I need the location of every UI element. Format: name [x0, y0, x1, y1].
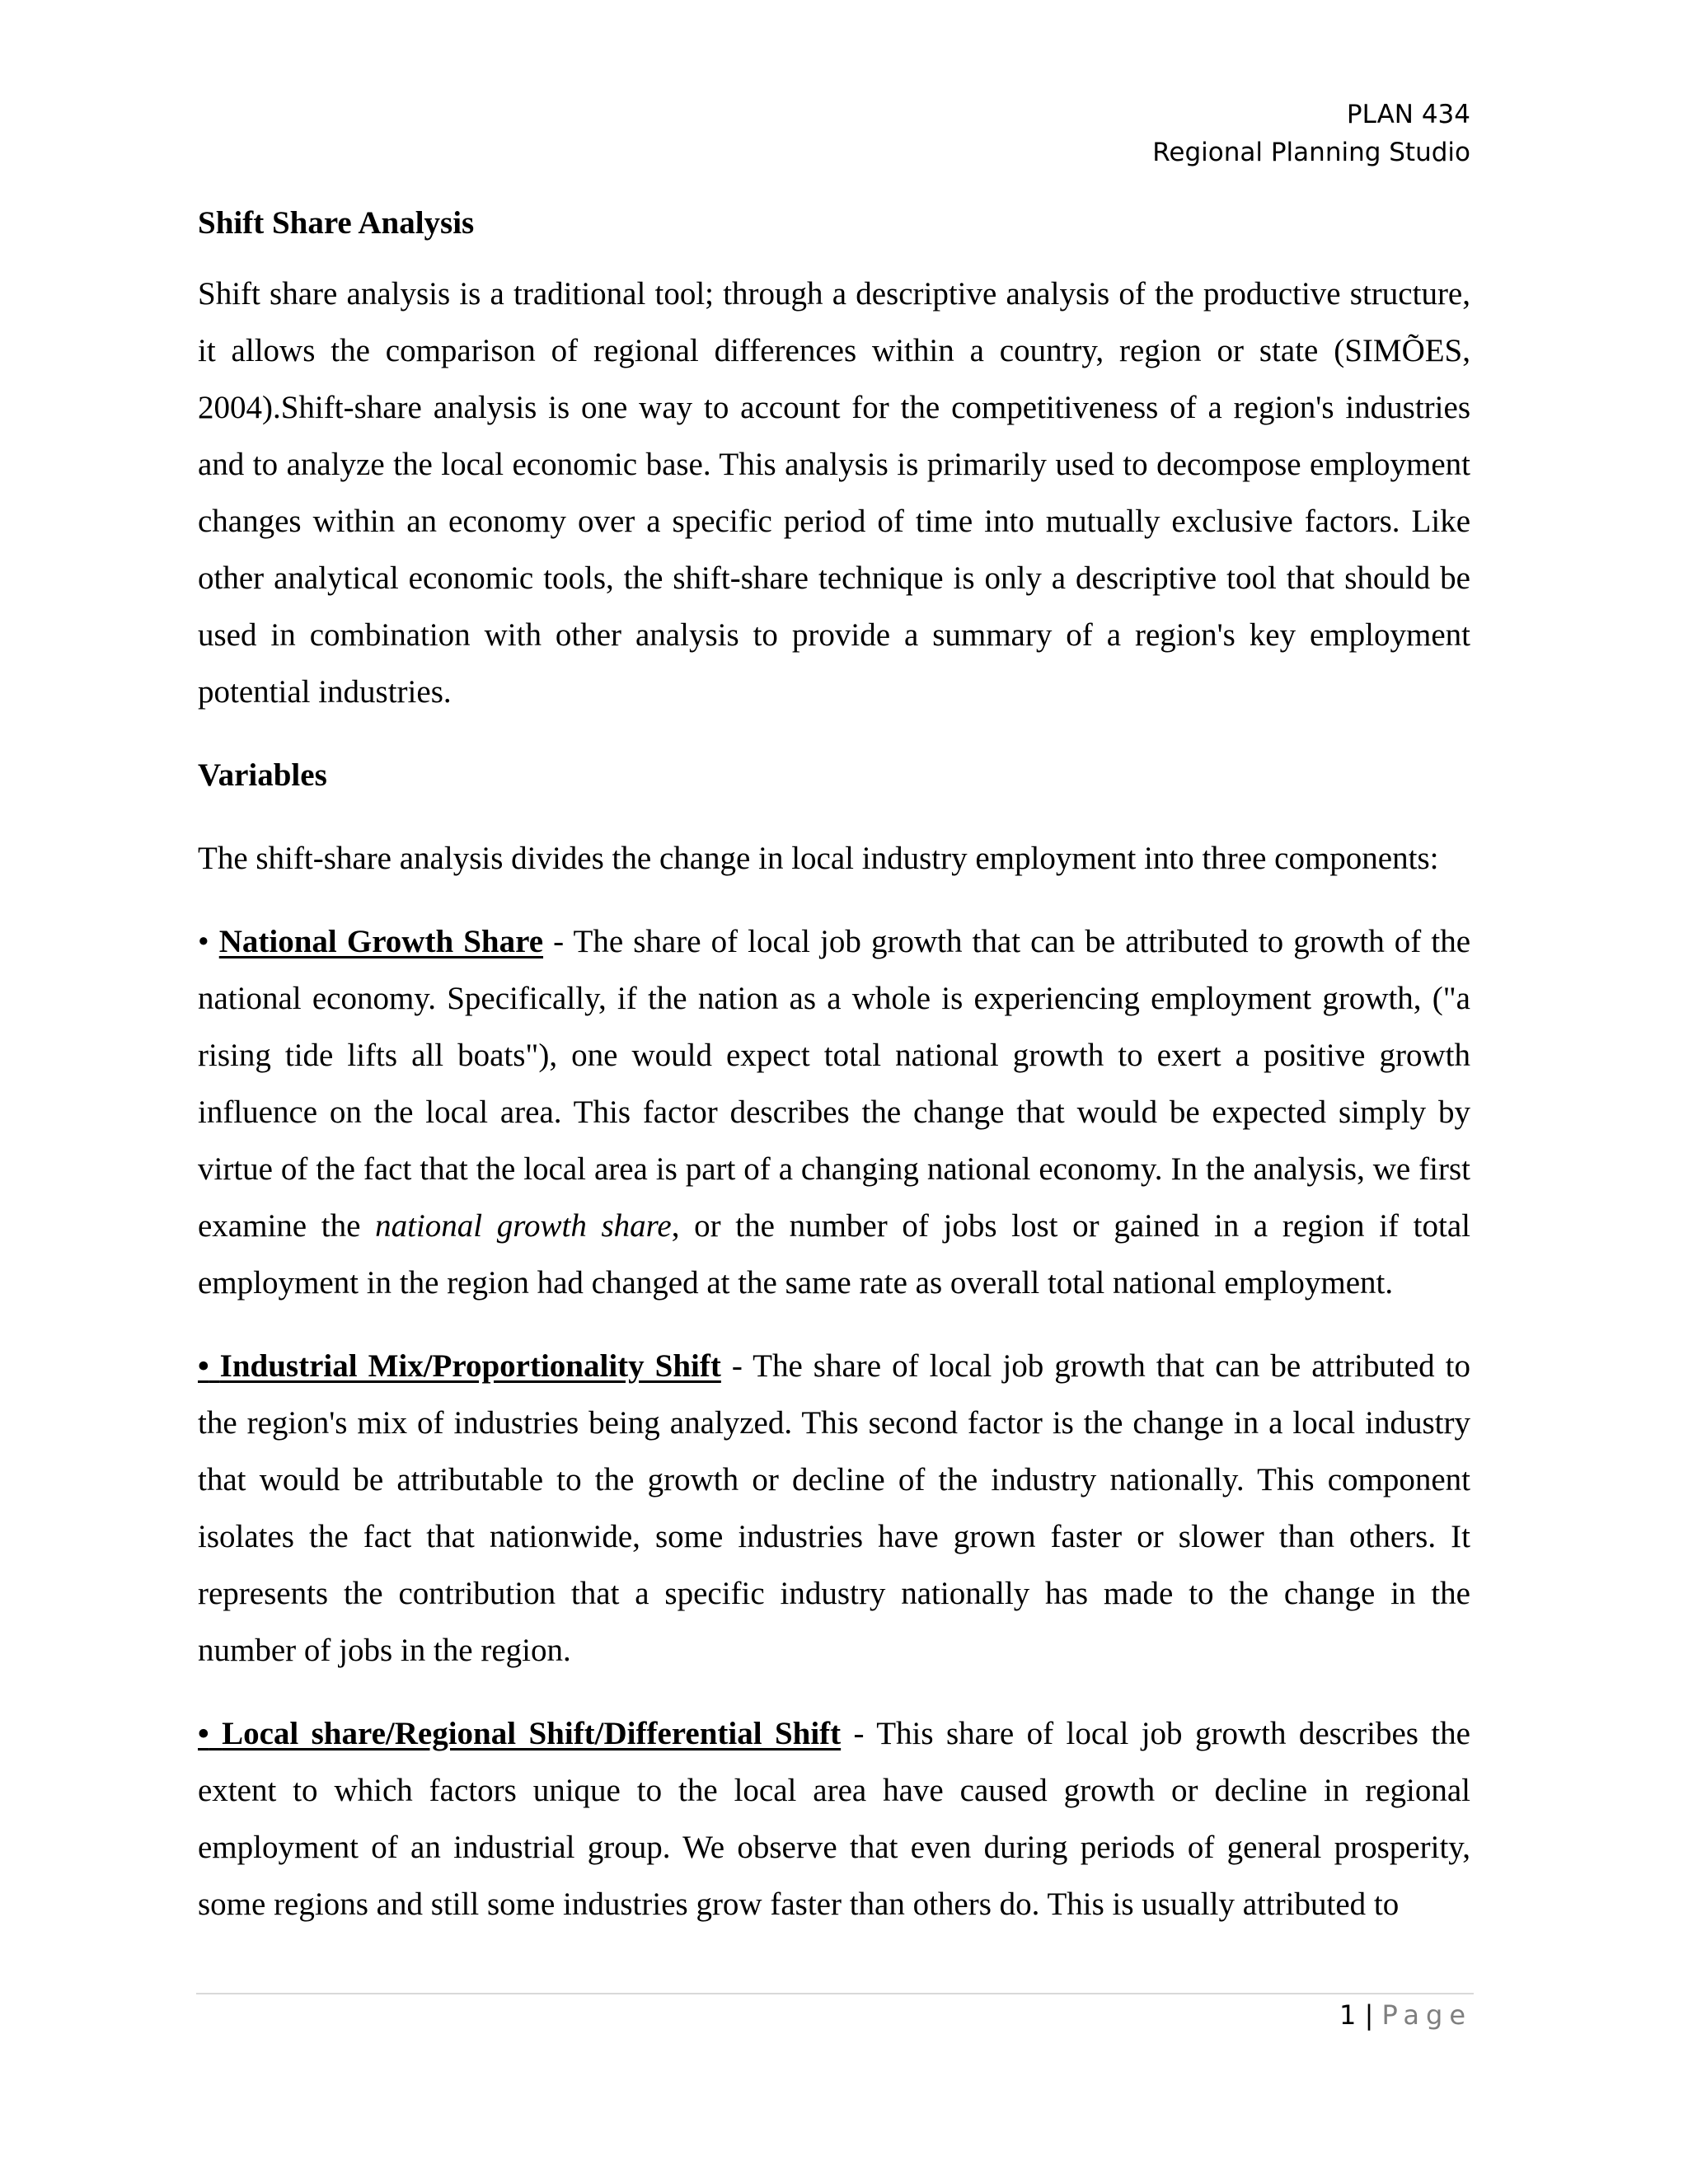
bullet-national-growth-share	[198, 913, 1470, 1311]
bullet-marker: •	[198, 1348, 209, 1384]
course-code: PLAN 434	[1346, 100, 1470, 129]
section-title-shift-share: Shift Share Analysis	[198, 205, 475, 241]
bullet-text: - This share of local job growth describes the extent to which factors unique to the local area have caused growth or decline in regional employment of an industrial group. We observe that even during periods of general prosperity, some regions and still some industries grow faster than others do. This is usually attributed to	[198, 1716, 1470, 1922]
document-body	[198, 194, 1470, 1959]
italic-term: national growth share	[375, 1208, 672, 1244]
page-label: Page	[1381, 1999, 1472, 2031]
bullet-text: - The share of local job growth that can be attributed to growth of the national economy. Specifically, if the nation as a whole is experiencing employment growth, ("a rising tide lifts all boats"), one would expect total national growth to exert a positive growth influence on the local area. This factor describes the change that would be expected simply by virtue of the fact that the local area is part of a changing national economy. In the analysis, we first examine the	[198, 924, 1471, 1244]
bullet-marker: •	[198, 924, 209, 959]
page-header	[729, 96, 1470, 171]
bullet-local-share	[198, 1705, 1470, 1933]
bullet-industrial-mix	[198, 1338, 1470, 1679]
variables-intro: The shift-share analysis divides the change in local industry employment into three components:	[198, 841, 1439, 876]
footer-divider	[196, 1993, 1474, 1994]
section-title-variables: Variables	[198, 757, 327, 793]
bullet-marker: •	[198, 1716, 209, 1751]
page-footer	[1339, 1996, 1472, 2034]
term-national-growth-share: National Growth Share	[218, 924, 544, 959]
bullet-text-continued: , or the number of jobs lost or gained in a region if total employment in the region had changed at the same rate as overall total national employment.	[198, 1208, 1470, 1301]
page-number: 1	[1339, 1999, 1357, 2031]
term-industrial-mix: • Industrial Mix/Proportionality Shift	[198, 1348, 721, 1384]
intro-paragraph: Shift share analysis is a traditional tool; through a descriptive analysis of the productive structure, it allows the comparison of regional differences within a country, region or state (SIMÕES, 2004).Shift-share analysis is one way to account for the competitiveness of a region's industries and to analyze the local economic base. This analysis is primarily used to decompose employment changes within an economy over a specific period of time into mutually exclusive factors. Like other analytical economic tools, the shift-share technique is only a descriptive tool that should be used in combination with other analysis to provide a summary of a region's key employment potential industries.	[198, 276, 1470, 710]
studio-name: Regional Planning Studio	[1152, 138, 1470, 167]
term-local-share: • Local share/Regional Shift/Differential Shift	[198, 1716, 842, 1751]
bullet-text: - The share of local job growth that can be attributed to the region's mix of industries being analyzed. This second factor is the change in a local industry that would be attributable to the growth or decline of the industry nationally. This component isolates the fact that nationwide, some industries have grown faster or slower than others. It represents the contribution that a specific industry nationally has made to the change in the number of jobs in the region.	[198, 1348, 1470, 1668]
page-separator: |	[1364, 1999, 1374, 2031]
